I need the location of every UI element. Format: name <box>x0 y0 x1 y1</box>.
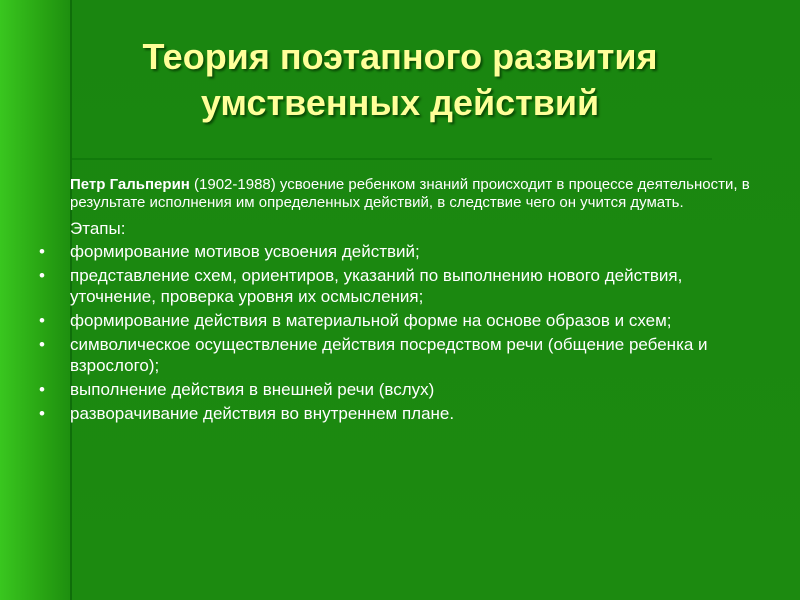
stages-list <box>39 241 760 424</box>
list-item-text: символическое осуществление действия посредством речи (общение ребенка и взрослого); <box>70 335 708 375</box>
bullet-icon: • <box>39 335 45 354</box>
list-item <box>39 241 760 262</box>
bullet-icon: • <box>39 404 45 423</box>
bullet-icon: • <box>39 242 45 261</box>
slide-body <box>39 176 760 427</box>
intro-text: (1902-1988) усвоение ребенком знаний происходит в процессе деятельности, в результате исполнения им определенных действий, в следствие чего он учится думать. <box>70 176 750 211</box>
list-item <box>39 403 760 424</box>
list-item-text: представление схем, ориентиров, указаний по выполнению нового действия, уточнение, проверка уровня их осмысления; <box>70 266 683 306</box>
horizontal-divider <box>72 158 712 160</box>
list-item-text: формирование мотивов усвоения действий; <box>70 242 420 261</box>
intro-paragraph <box>70 176 760 212</box>
slide-title <box>0 34 800 126</box>
list-item-text: разворачивание действия во внутреннем плане. <box>70 404 455 423</box>
stages-label: Этапы: <box>70 219 126 238</box>
list-item <box>39 310 760 331</box>
bullet-icon: • <box>39 380 45 399</box>
slide-title-line-1: Теория поэтапного развития <box>142 36 658 77</box>
slide-title-line-2: умственных действий <box>200 82 600 123</box>
list-item-text: выполнение действия в внешней речи (вслух) <box>70 380 435 399</box>
bullet-icon: • <box>39 266 45 285</box>
list-item <box>39 334 760 376</box>
list-item <box>39 379 760 400</box>
author-name: Петр Гальперин <box>70 176 190 193</box>
list-item <box>39 265 760 307</box>
list-item-text: формирование действия в материальной форме на основе образов и схем; <box>70 311 672 330</box>
bullet-icon: • <box>39 311 45 330</box>
